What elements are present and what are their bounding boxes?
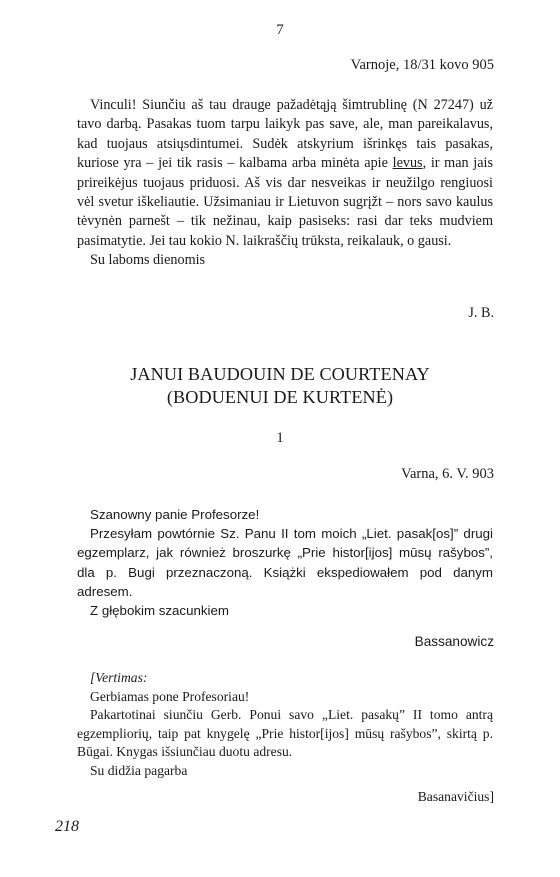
letter1-signature: J. B. bbox=[468, 305, 494, 321]
letter2-body bbox=[77, 505, 493, 620]
section-heading-line2: (BODUENUI DE KURTENĖ) bbox=[166, 387, 394, 407]
section-letter-number: 1 bbox=[276, 430, 284, 446]
letter2-dateline: Varna, 6. V. 903 bbox=[401, 466, 494, 482]
letter1-closing: Su laboms dienomis bbox=[90, 252, 206, 269]
translation-closing: Su didžia pagarba bbox=[90, 762, 188, 778]
section-heading-line1: JANUI BAUDOUIN DE COURTENAY bbox=[130, 364, 430, 384]
letter1-body-part-a: Vinculi! Siunčiu aš tau drauge pažadėtąją šimtrublinę (N 27247) už tavo darbą. Pasakas tuom tarpu laikyk pas save, ale, man pareikalavus, kad tuojaus atsiųsdintumei. Sudėk atskyrium išrinkęs tais pasakas, kuriose yra – jei tik rasis – kalbama arba minėta apie bbox=[77, 97, 493, 172]
translation-text: Pakartotinai siunčiu Gerb. Ponui savo „Liet. pasakų” II tomo antrą egzempliorių, taip pat knygelę „Prie histor[ijos] mūsų rašybos”, skirtą p. Būgai. Knygas išsiunčiau duotu adresu. bbox=[77, 707, 493, 760]
translation-signature: Basanavičius] bbox=[417, 789, 494, 804]
letter2-signature: Bassanowicz bbox=[414, 634, 494, 649]
translation-block bbox=[77, 669, 493, 781]
letter1-body-part-b: , ir man jais prireikėjus tuojaus priduosi. Aš vis dar nesveikas ir neužilgo rengiuosi vėl svetur iškeliautie. Užsimaniau ir Lietuvon sugrįžt – nors savo kaulus tėvynėn parnešt – tik nežinau, kaip pasiseks: rasi dar teks mudviem pasimatytie. Jei tau kokio N. laikraščių trūksta, reikalauk, o gausi. bbox=[77, 155, 494, 249]
letter1-body bbox=[77, 96, 493, 271]
letter2-closing: Z głębokim szacunkiem bbox=[90, 603, 229, 619]
translation-label: [Vertimas: bbox=[90, 670, 148, 685]
letter1-dateline: Varnoje, 18/31 kovo 905 bbox=[350, 57, 494, 73]
letter-number-top: 7 bbox=[276, 22, 284, 38]
letter2-text: Przesyłam powtórnie Sz. Panu II tom moich „Liet. pasak[os]” drugi egzemplarz, jak również broszurkę „Prie histor[ijos] mūsų rašybos”, dla p. Bugi przeznaczoną. Książki ekspediowałem pod danym adresem. bbox=[77, 526, 493, 599]
translation-salutation: Gerbiamas pone Profesoriau! bbox=[90, 688, 250, 704]
letter2-salutation: Szanowny panie Profesorze! bbox=[90, 507, 260, 522]
letter1-underlined-word: levus bbox=[392, 155, 423, 172]
page-number: 218 bbox=[55, 818, 79, 835]
section-heading bbox=[0, 363, 560, 409]
